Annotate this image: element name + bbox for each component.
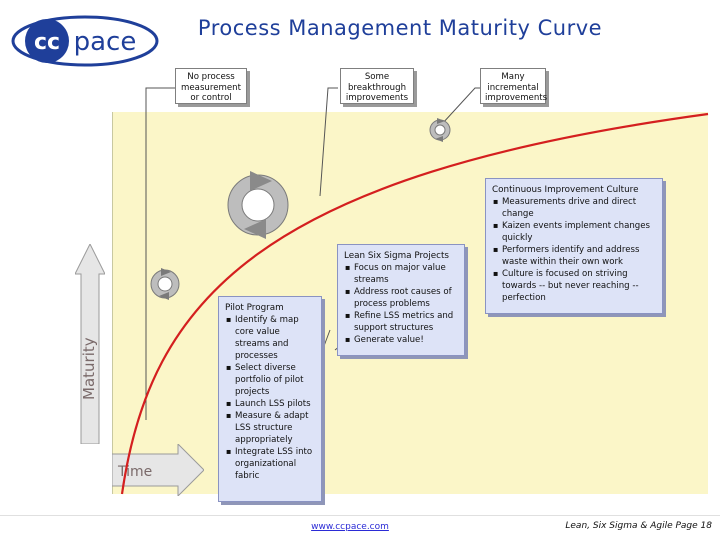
ci-item: ▪ Culture is focused on striving towards -- but never reaching -- perfection [502, 268, 656, 304]
pilot-item: ▪ Launch LSS pilots [235, 398, 315, 410]
pilot-item: ▪ Integrate LSS into organizational fabric [235, 446, 315, 482]
footer-divider [0, 515, 720, 516]
pointer-line-no-process [146, 88, 175, 420]
lss-item: ▪ Address root causes of process problems [354, 286, 458, 310]
label-no-process: No process measurement or control [175, 68, 247, 104]
ci-item: ▪ Kaizen events implement changes quickly [502, 220, 656, 244]
continuous-improvement-box [485, 178, 663, 314]
tiny-cycle-icon [430, 118, 450, 142]
footer-page-info: Lean, Six Sigma & Agile Page 18 [565, 521, 712, 531]
lss-projects-title: Lean Six Sigma Projects [344, 251, 449, 261]
svg-text:pace: pace [73, 27, 137, 57]
small-cycle-icon [151, 268, 179, 300]
svg-text:cc: cc [33, 30, 61, 55]
pointer-line-incremental [442, 88, 480, 124]
label-incremental: Many incremental improvements [480, 68, 546, 104]
pilot-program-box [218, 296, 322, 502]
pointer-line-breakthrough [320, 88, 338, 196]
footer-website-link[interactable]: www.ccpace.com [311, 522, 389, 532]
lss-projects-box [337, 244, 465, 356]
page-title: Process Management Maturity Curve [197, 16, 603, 40]
large-cycle-icon [228, 171, 288, 239]
pilot-item: ▪ Select diverse portfolio of pilot projects [235, 362, 315, 398]
pilot-item: ▪ Identify & map core value streams and processes [235, 314, 315, 362]
time-axis-label: Time [118, 464, 153, 480]
ci-item: ▪ Performers identify and address waste within their own work [502, 244, 656, 268]
ci-item: ▪ Measurements drive and direct change [502, 196, 656, 220]
lss-item: ▪ Refine LSS metrics and support structures [354, 310, 458, 334]
lss-item: ▪ Generate value! [354, 334, 458, 346]
pilot-program-title: Pilot Program [225, 303, 284, 313]
label-breakthrough: Some breakthrough improvements [340, 68, 414, 104]
maturity-axis-label: Maturity [80, 337, 98, 400]
lss-item: ▪ Focus on major value streams [354, 262, 458, 286]
pilot-item: ▪ Measure & adapt LSS structure appropriately [235, 410, 315, 446]
ci-title: Continuous Improvement Culture [492, 185, 639, 195]
